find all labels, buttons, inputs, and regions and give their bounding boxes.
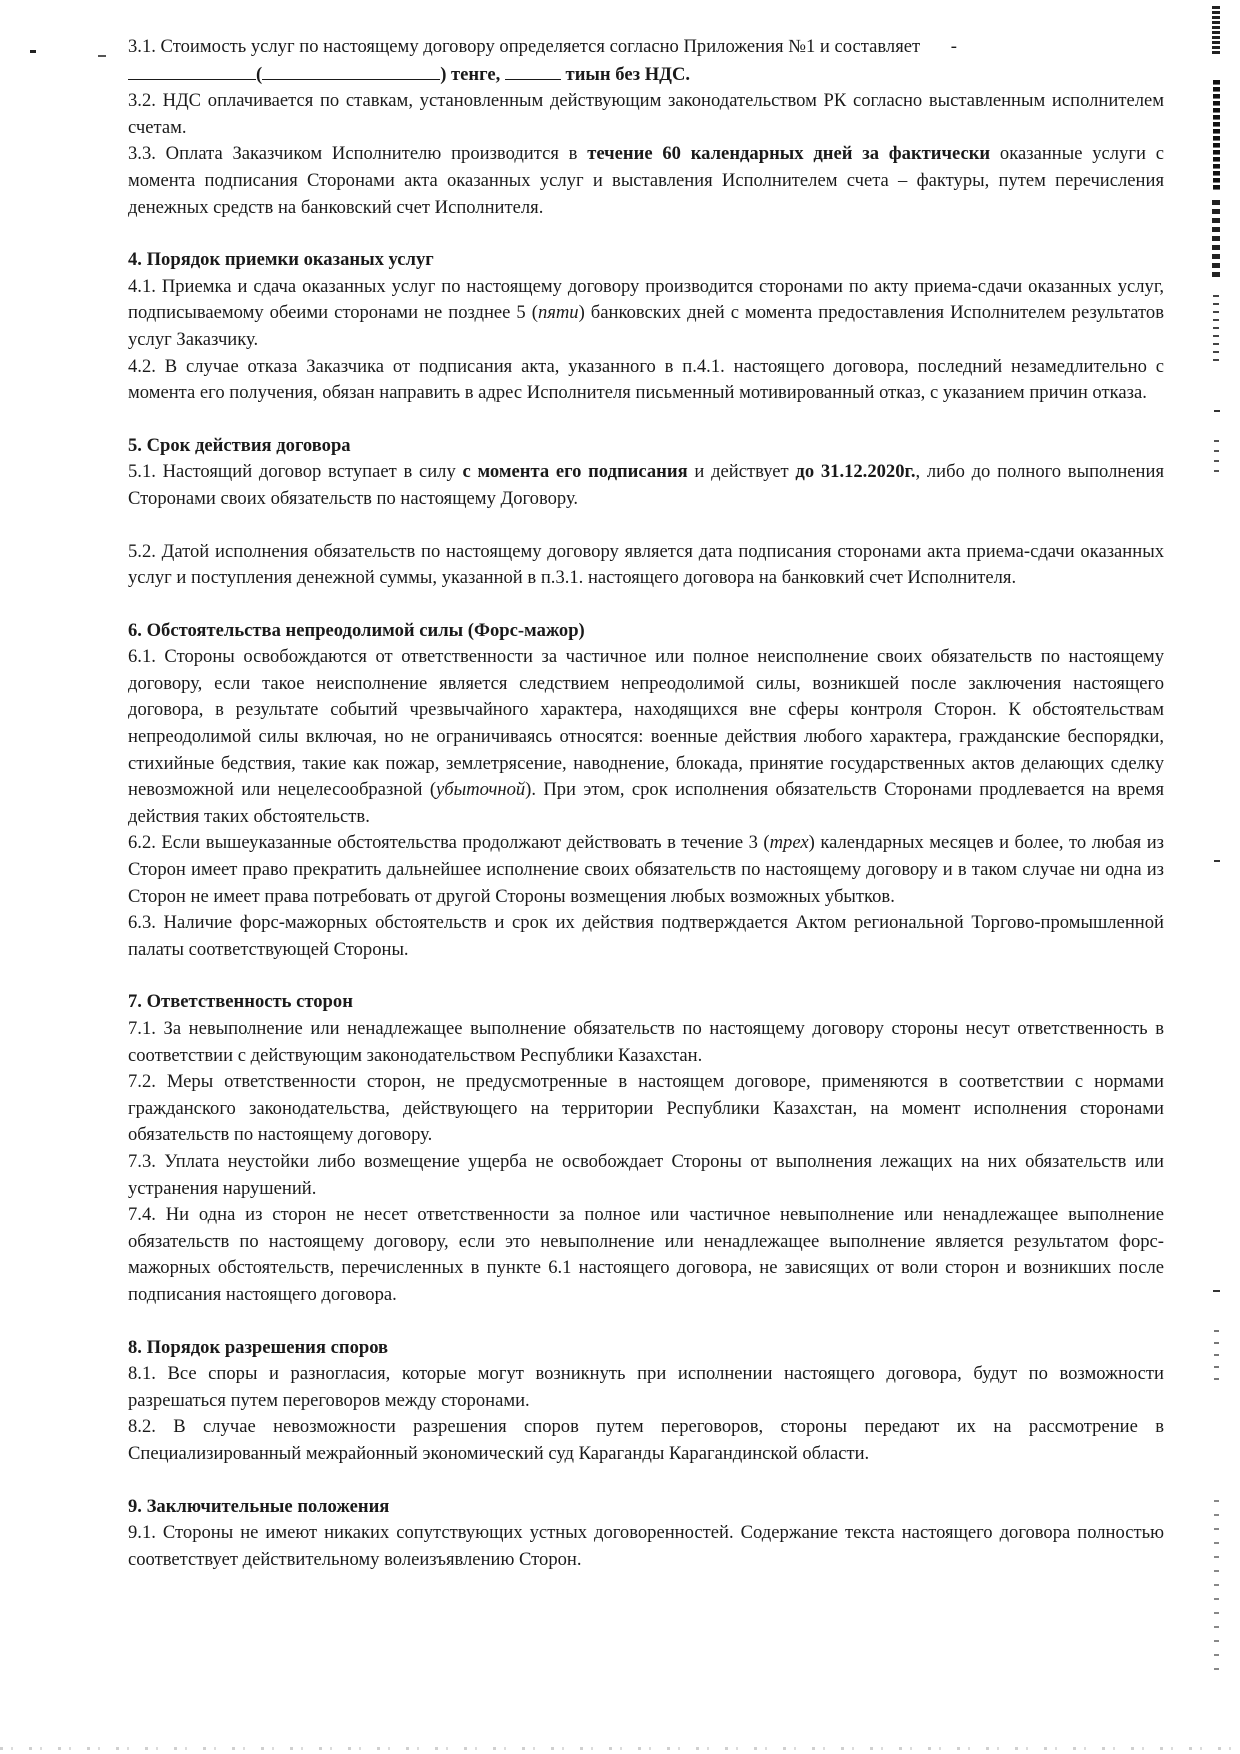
clause-7-2: 7.2. Меры ответственности сторон, не предусмотренные в настоящем договоре, применяются в соответствии с нормами гражданского законодательства, действующего на территории Республики Казахстан, на момент исполнения сторонами обязательств по настоящему договору. bbox=[128, 1071, 1164, 1146]
section-9-heading: 9. Заключительные положения bbox=[128, 1495, 390, 1517]
clause-3-2: 3.2. НДС оплачивается по ставкам, установленным действующим законодательством РК согласно выставленным исполнителем счетам. bbox=[128, 90, 1164, 138]
clause-7-3: 7.3. Уплата неустойки либо возмещение ущерба не освобождает Стороны от выполнения лежащих на них обязательств или устранения нарушений. bbox=[128, 1150, 1164, 1199]
section-8-heading: 8. Порядок разрешения споров bbox=[128, 1336, 389, 1358]
clause-4-2: 4.2. В случае отказа Заказчика от подписания акта, указанного в п.4.1. настоящего договора, последний незамедлительно с момента его получения, обязан направить в адрес Исполнителя письменный мотивированный отказ, с указанием причин отказа. bbox=[128, 355, 1164, 404]
clause-7-4: 7.4. Ни одна из сторон не несет ответственности за полное или частичное невыполнение или ненадлежащее выполнение обязательств по настоящему договору, если это невыполнение или ненадлежащее выполнение является результатом форс-мажорных обстоятельств, перечисленных в пункте 6.1 настоящего договора, не зависящих от воли сторон и возникших после подписания настоящего договора. bbox=[128, 1204, 1164, 1305]
scan-edge-marks bbox=[1212, 0, 1222, 1754]
scan-speck bbox=[98, 55, 106, 57]
clause-5-2: 5.2. Датой исполнения обязательств по настоящему договору является дата подписания сторонами акта приема-сдачи оказанных услуг и поступления денежной суммы, указанной в п.3.1. настоящего договора на банковкий счет Исполнителя. bbox=[128, 540, 1164, 589]
clause-3-1: 3.1. Стоимость услуг по настоящему договору определяется согласно Приложения №1 и составляет - ( ) тенге, тиын без НДС. bbox=[128, 36, 957, 85]
section-6-heading: 6. Обстоятельства непреодолимой силы (Форс-мажор) bbox=[128, 619, 585, 641]
clause-9-1: 9.1. Стороны не имеют никаких сопутствующих устных договоренностей. Содержание текста настоящего договора полностью соответствует действительному волеизъявлению Сторон. bbox=[128, 1522, 1164, 1570]
clause-6-3: 6.3. Наличие форс-мажорных обстоятельств и срок их действия подтверждается Актом региональной Торгово-промышленной палаты соответствующей Стороны. bbox=[128, 912, 1164, 960]
clause-6-2: 6.2. Если вышеуказанные обстоятельства продолжают действовать в течение 3 (трех) календарных месяцев и более, то любая из Сторон имеет право прекратить дальнейшее исполнение своих обязательств по настоящему договору и в таком случае ни одна из Сторон не имеет права потребовать от другой Стороны возмещения любых возможных убытков. bbox=[128, 832, 1164, 907]
tenge-label: ) тенге, bbox=[440, 63, 501, 85]
clause-3-3: 3.3. Оплата Заказчиком Исполнителю производится в течение 60 календарных дней за фактически оказанные услуги с момента подписания Сторонами акта оказанных услуг и выставления Исполнителем счета – фактуры, путем перечисления денежных средств на банковский счет Исполнителя. bbox=[128, 143, 1164, 218]
clause-6-1: 6.1. Стороны освобождаются от ответственности за частичное или полное неисполнение своих обязательств по настоящему договору, если такое неисполнение является следствием непреодолимой силы, возникшей после заключения настоящего договора, в результате событий чрезвычайного характера, находящихся вне сферы контроля Сторон. К обстоятельствам непреодолимой силы включая, но не ограничиваясь относятся: военные действия любого характера, гражданские беспорядки, стихийные бедствия, такие как пожар, землетрясение, наводнение, блокада, принятие государственных актов делающих сделку невозможной или нецелесообразной (убыточной). При этом, срок исполнения обязательств Сторонами продлевается на время действия таких обстоятельств. bbox=[128, 646, 1164, 827]
tiyn-blank bbox=[505, 61, 561, 80]
clause-3-1-text: 3.1. Стоимость услуг по настоящему договору определяется согласно Приложения №1 и составляет bbox=[128, 36, 921, 57]
section-5-heading: 5. Срок действия договора bbox=[128, 434, 351, 456]
amount-blank bbox=[128, 61, 256, 80]
section-4-heading: 4. Порядок приемки оказаных услуг bbox=[128, 249, 434, 271]
clause-8-2: 8.2. В случае невозможности разрешения споров путем переговоров, стороны передают их на рассмотрение в Специализированный межрайонный экономический суд Караганды Карагандинской области. bbox=[128, 1416, 1164, 1464]
clause-7-1: 7.1. За невыполнение или ненадлежащее выполнение обязательств по настоящему договору стороны несут ответственность в соответствии с действующим законодательством Республики Казахстан. bbox=[128, 1018, 1164, 1066]
clause-5-1: 5.1. Настоящий договор вступает в силу с момента его подписания и действует до 31.12.2020г., либо до полного выполнения Сторонами своих обязательств по настоящему Договору. bbox=[128, 461, 1165, 509]
section-7-heading: 7. Ответственность сторон bbox=[128, 991, 353, 1013]
amount-words-blank bbox=[262, 61, 440, 80]
clause-4-1: 4.1. Приемка и сдача оказанных услуг по настоящему договору производится сторонами по акту приема-сдачи оказанных услуг, подписываемому обеими сторонами не позднее 5 (пяти) банковских дней с момента предоставления Исполнителем результатов услуг Заказчику. bbox=[128, 275, 1165, 350]
tiyn-label: тиын без НДС. bbox=[560, 63, 691, 85]
scan-bottom-noise bbox=[0, 1747, 1240, 1750]
clause-8-1: 8.1. Все споры и разногласия, которые могут возникнуть при исполнении настоящего договора, будут по возможности разрешаться путем переговоров между сторонами. bbox=[128, 1363, 1164, 1411]
document-page bbox=[128, 34, 1164, 1573]
scan-speck bbox=[30, 50, 36, 53]
